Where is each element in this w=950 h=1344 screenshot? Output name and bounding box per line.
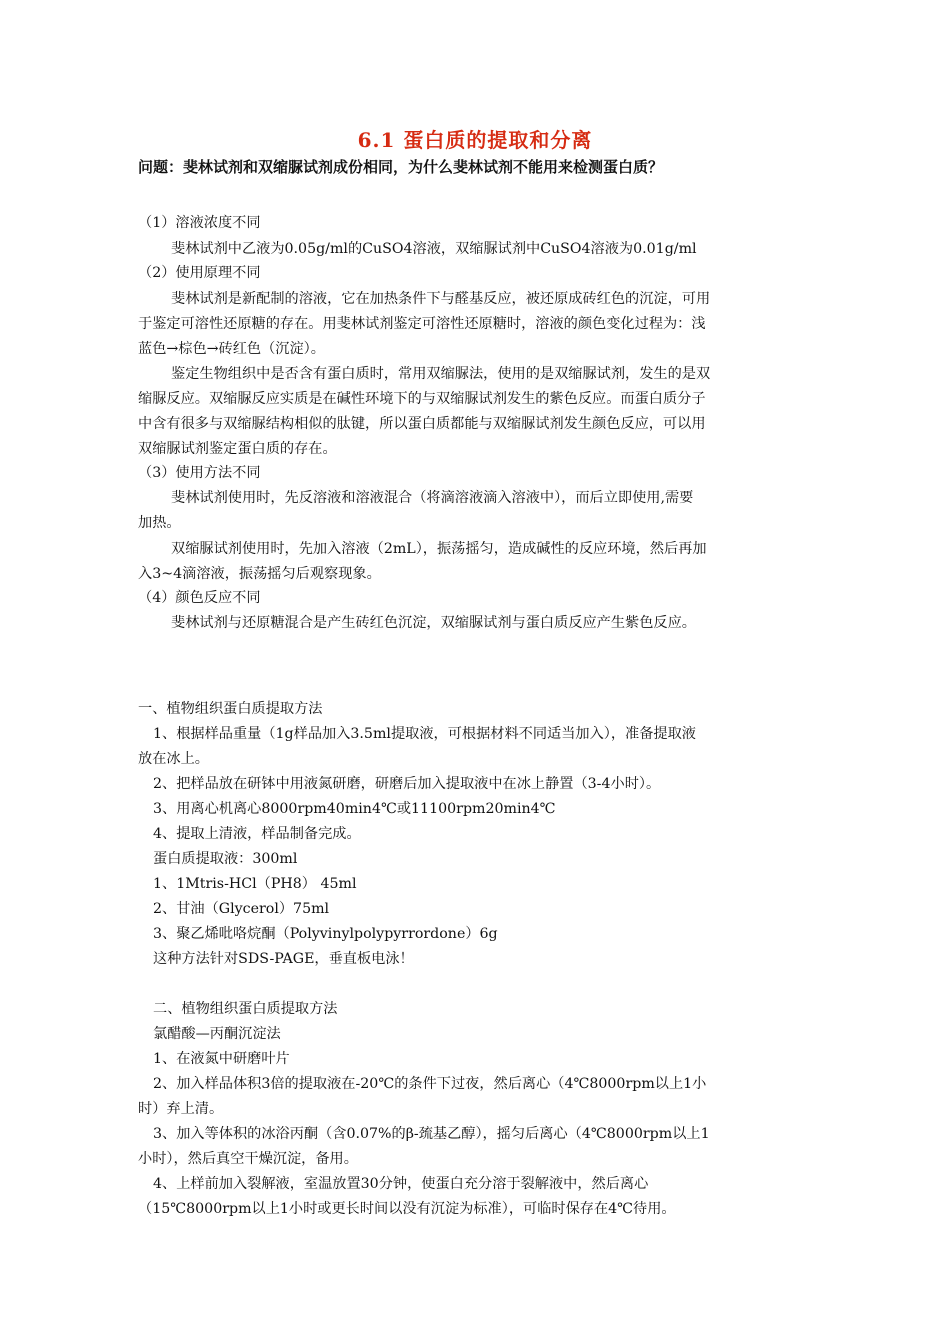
list-item: 1、在液氮中研磨叶片 (153, 1051, 290, 1067)
subheading-principle: （2）使用原理不同 (138, 265, 261, 281)
list-item: 3、聚乙烯吡咯烷酮（Polyvinylpolypyrrordone）6g (153, 926, 498, 942)
list-item: 4、上样前加入裂解液，室温放置30分钟，使蛋白充分溶于裂解液中，然后离心 (153, 1176, 649, 1192)
page-title: 6.1 蛋白质的提取和分离 (357, 128, 593, 152)
list-item: 1、1Mtris-HCl（PH8） 45ml (153, 876, 357, 892)
list-item: 3、加入等体积的冰浴丙酮（含0.07%的β-巯基乙醇），摇匀后离心（4℃8000rpm以上1 (153, 1126, 710, 1142)
list-item: 3、用离心机离心8000rpm40min4℃或11100rpm20min4℃ (153, 801, 556, 817)
list-item: 2、把样品放在研钵中用液氮研磨，研磨后加入提取液中在冰上静置（3-4小时）。 (153, 776, 661, 792)
paragraph-line: 蓝色→棕色→砖红色（沉淀）。 (138, 341, 325, 357)
list-item: 1、根据样品重量（1g样品加入3.5ml提取液，可根据材料不同适当加入），准备提取液 (153, 726, 696, 742)
paragraph-line: 双缩脲试剂鉴定蛋白质的存在。 (138, 441, 337, 457)
paragraph-line: 斐林试剂中乙液为0.05g/ml的CuSO4溶液，双缩脲试剂中CuSO4溶液为0.01g/ml (171, 241, 697, 257)
paragraph-line: 鉴定生物组织中是否含有蛋白质时，常用双缩脲法，使用的是双缩脲试剂，发生的是双 (171, 366, 711, 382)
paragraph-line: 于鉴定可溶性还原糖的存在。用斐林试剂鉴定可溶性还原糖时，溶液的颜色变化过程为：浅 (138, 316, 706, 332)
paragraph-line: 缩脲反应。双缩脲反应实质是在碱性环境下的与双缩脲试剂发生的紫色反应。而蛋白质分子 (138, 391, 706, 407)
subheading-concentration: （1）溶液浓度不同 (138, 215, 261, 231)
section-heading-1: 一、植物组织蛋白质提取方法 (138, 701, 323, 717)
paragraph-line: 斐林试剂使用时，先反溶液和溶液混合（将滴溶液滴入溶液中），而后立即使用,需要 (171, 490, 694, 506)
list-item: 时）弃上清。 (138, 1101, 224, 1117)
question-heading: 问题：斐林试剂和双缩脲试剂成份相同，为什么斐林试剂不能用来检测蛋白质？ (138, 158, 664, 176)
subheading-method: （3）使用方法不同 (138, 465, 261, 481)
paragraph-line: 加热。 (138, 515, 181, 531)
section-heading-2: 二、植物组织蛋白质提取方法 (153, 1001, 338, 1017)
list-item: 4、提取上清液，样品制备完成。 (153, 826, 361, 842)
paragraph-line: 中含有很多与双缩脲结构相似的肽键，所以蛋白质都能与双缩脲试剂发生颜色反应，可以用 (138, 416, 706, 432)
list-item: 蛋白质提取液：300ml (153, 851, 298, 867)
subheading-color-reaction: （4）颜色反应不同 (138, 590, 261, 606)
paragraph-line: 双缩脲试剂使用时，先加入溶液（2mL），振荡摇匀，造成碱性的反应环境，然后再加 (171, 541, 707, 557)
list-item: 2、甘油（Glycerol）75ml (153, 901, 330, 917)
paragraph-line: 斐林试剂与还原糖混合是产生砖红色沉淀，双缩脲试剂与蛋白质反应产生紫色反应。 (171, 615, 696, 631)
list-item: 2、加入样品体积3倍的提取液在-20℃的条件下过夜，然后离心（4℃8000rpm以上1小 (153, 1076, 707, 1092)
paragraph-line: 入3~4滴溶液，振荡摇匀后观察现象。 (138, 566, 381, 582)
list-item: 这种方法针对SDS-PAGE，垂直板电泳！ (153, 951, 414, 967)
list-item: （15℃8000rpm以上1小时或更长时间以没有沉淀为标准），可临时保存在4℃待用。 (138, 1201, 676, 1217)
paragraph-line: 斐林试剂是新配制的溶液，它在加热条件下与醛基反应，被还原成砖红色的沉淀，可用 (171, 291, 711, 307)
method-subheading: 氯醋酸—丙酮沉淀法 (153, 1026, 281, 1042)
list-item: 小时），然后真空干燥沉淀，备用。 (138, 1151, 358, 1167)
list-item: 放在冰上。 (138, 751, 209, 767)
